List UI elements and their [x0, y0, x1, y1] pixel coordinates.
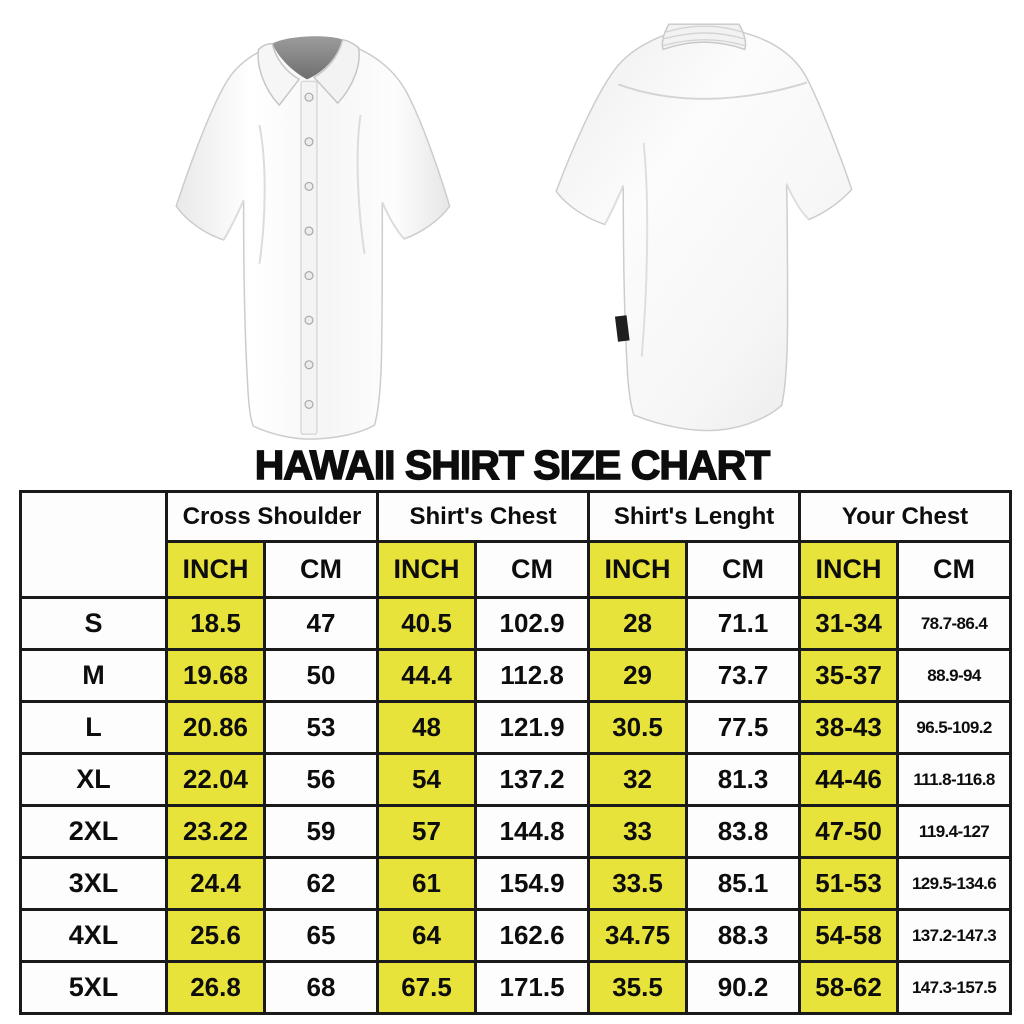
measurement-cell: 154.9	[476, 858, 589, 910]
measurement-cell: 22.04	[167, 754, 265, 806]
group-header-your-chest: Your Chest	[800, 492, 1011, 542]
measurement-cell: 19.68	[167, 650, 265, 702]
measurement-cell: 67.5	[378, 962, 476, 1014]
measurement-cell: 47	[265, 598, 378, 650]
measurement-cell: 71.1	[687, 598, 800, 650]
measurement-cell: 33.5	[589, 858, 687, 910]
group-header-row	[21, 492, 1011, 542]
measurement-cell: 44.4	[378, 650, 476, 702]
unit-header-inch: INCH	[800, 542, 898, 598]
measurement-cell: 121.9	[476, 702, 589, 754]
measurement-cell: 96.5-109.2	[898, 702, 1011, 754]
measurement-cell: 23.22	[167, 806, 265, 858]
size-cell: S	[21, 598, 167, 650]
group-header-cross-shoulder: Cross Shoulder	[167, 492, 378, 542]
shirt-photos	[0, 0, 1024, 446]
size-chart-table	[19, 490, 1012, 1015]
measurement-cell: 61	[378, 858, 476, 910]
measurement-cell: 58-62	[800, 962, 898, 1014]
size-cell: L	[21, 702, 167, 754]
measurement-cell: 26.8	[167, 962, 265, 1014]
measurement-cell: 73.7	[687, 650, 800, 702]
group-header-shirts-chest: Shirt's Chest	[378, 492, 589, 542]
unit-header-cm: CM	[265, 542, 378, 598]
measurement-cell: 62	[265, 858, 378, 910]
unit-header-cm: CM	[476, 542, 589, 598]
measurement-cell: 33	[589, 806, 687, 858]
measurement-cell: 147.3-157.5	[898, 962, 1011, 1014]
page-title: HAWAII SHIRT SIZE CHART	[254, 442, 770, 488]
size-column-header	[21, 492, 167, 598]
measurement-cell: 59	[265, 806, 378, 858]
measurement-cell: 56	[265, 754, 378, 806]
back-shirt-image	[527, 6, 877, 440]
measurement-cell: 102.9	[476, 598, 589, 650]
unit-header-inch: INCH	[589, 542, 687, 598]
measurement-cell: 77.5	[687, 702, 800, 754]
measurement-cell: 129.5-134.6	[898, 858, 1011, 910]
measurement-cell: 57	[378, 806, 476, 858]
measurement-cell: 48	[378, 702, 476, 754]
back-shirt-body	[556, 32, 852, 431]
front-shirt-image	[147, 6, 469, 452]
unit-header-cm: CM	[898, 542, 1011, 598]
size-cell: 2XL	[21, 806, 167, 858]
measurement-cell: 51-53	[800, 858, 898, 910]
measurement-cell: 83.8	[687, 806, 800, 858]
unit-header-inch: INCH	[167, 542, 265, 598]
measurement-cell: 40.5	[378, 598, 476, 650]
measurement-cell: 53	[265, 702, 378, 754]
measurement-cell: 32	[589, 754, 687, 806]
table-row-3xl	[21, 858, 1011, 910]
size-cell: XL	[21, 754, 167, 806]
measurement-cell: 112.8	[476, 650, 589, 702]
table-row-m	[21, 650, 1011, 702]
measurement-cell: 44-46	[800, 754, 898, 806]
measurement-cell: 34.75	[589, 910, 687, 962]
measurement-cell: 25.6	[167, 910, 265, 962]
measurement-cell: 68	[265, 962, 378, 1014]
table-row-xl	[21, 754, 1011, 806]
measurement-cell: 88.3	[687, 910, 800, 962]
measurement-cell: 162.6	[476, 910, 589, 962]
measurement-cell: 54	[378, 754, 476, 806]
measurement-cell: 137.2	[476, 754, 589, 806]
measurement-cell: 144.8	[476, 806, 589, 858]
measurement-cell: 28	[589, 598, 687, 650]
group-header-shirts-lenght: Shirt's Lenght	[589, 492, 800, 542]
measurement-cell: 20.86	[167, 702, 265, 754]
measurement-cell: 54-58	[800, 910, 898, 962]
measurement-cell: 171.5	[476, 962, 589, 1014]
table-row-5xl	[21, 962, 1011, 1014]
measurement-cell: 64	[378, 910, 476, 962]
unit-header-cm: CM	[687, 542, 800, 598]
measurement-cell: 38-43	[800, 702, 898, 754]
measurement-cell: 85.1	[687, 858, 800, 910]
size-cell: 5XL	[21, 962, 167, 1014]
measurement-cell: 31-34	[800, 598, 898, 650]
table-row-l	[21, 702, 1011, 754]
measurement-cell: 88.9-94	[898, 650, 1011, 702]
measurement-cell: 47-50	[800, 806, 898, 858]
measurement-cell: 30.5	[589, 702, 687, 754]
measurement-cell: 137.2-147.3	[898, 910, 1011, 962]
measurement-cell: 78.7-86.4	[898, 598, 1011, 650]
measurement-cell: 65	[265, 910, 378, 962]
table-row-2xl	[21, 806, 1011, 858]
measurement-cell: 18.5	[167, 598, 265, 650]
measurement-cell: 111.8-116.8	[898, 754, 1011, 806]
size-cell: 3XL	[21, 858, 167, 910]
unit-header-row	[21, 542, 1011, 598]
measurement-cell: 81.3	[687, 754, 800, 806]
size-cell: M	[21, 650, 167, 702]
button-placket	[301, 81, 317, 434]
measurement-cell: 35-37	[800, 650, 898, 702]
measurement-cell: 29	[589, 650, 687, 702]
table-row-s	[21, 598, 1011, 650]
measurement-cell: 35.5	[589, 962, 687, 1014]
size-cell: 4XL	[21, 910, 167, 962]
measurement-cell: 24.4	[167, 858, 265, 910]
measurement-cell: 90.2	[687, 962, 800, 1014]
measurement-cell: 50	[265, 650, 378, 702]
table-row-4xl	[21, 910, 1011, 962]
measurement-cell: 119.4-127	[898, 806, 1011, 858]
unit-header-inch: INCH	[378, 542, 476, 598]
